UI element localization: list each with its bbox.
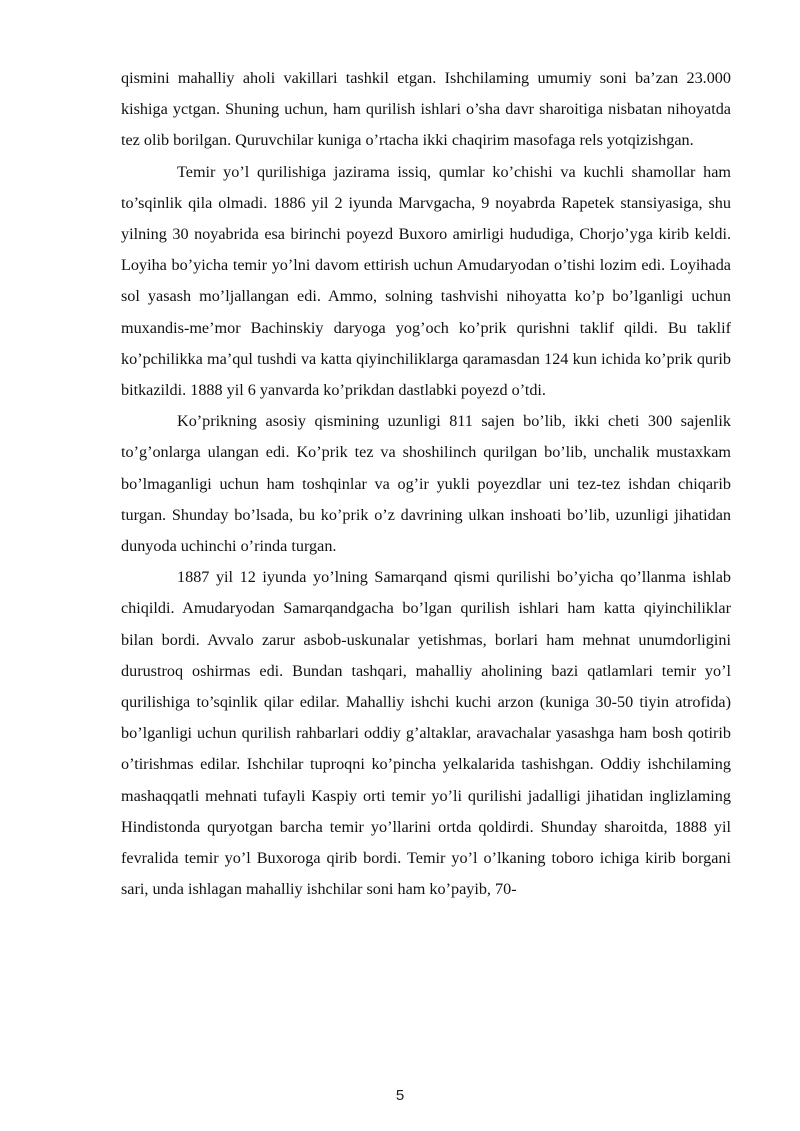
page-number: 5 [395,1087,405,1104]
paragraph-1: qismini mahalliy aholi vakillari tashkil etgan. Ishchilaming umumiy soni ba’zan 23.000 kishiga yctgan. Shuning uchun, ham qurilish ishlari o’sha davr sharoitiga nisbatan nihoyatda tez olib borilgan. Quruvchilar kuniga o’rtacha ikki chaqirim masofaga rels yotqizishgan. [121,69,731,150]
paragraph-4: 1887 yil 12 iyunda yo’lning Samarqand qismi qurilishi bo’yicha qo’llanma ishlab chiqildi. Amudaryodan Samarqandgacha bo’lgan qurilish ishlari ham katta qiyinchiliklar bilan bordi. Avvalo zarur asbob-uskunalar yetishmas, borlari ham mehnat unumdorligini durustroq oshirmas edi. Bundan tashqari, mahalliy aholining bazi qatlamlari temir yo’l qurilishiga to’sqinlik qilar edilar. Mahalliy ishchi kuchi arzon (kuniga 30-50 tiyin atrofida) bo’lganligi uchun qurilish rahbarlari oddiy g’altaklar, aravachalar yasashga ham bosh qotirib o’tirishmas edilar. Ishchilar tuproqni ko’pincha yelkalarida tashishgan. Oddiy ishchilaming mashaqqatli mehnati tufayli Kaspiy orti temir yo’li qurilishi jadalligi jihatidan inglizlaming Hindistonda quryotgan barcha temir yo’llarini ortda qoldirdi. Shunday sharoitda, 1888 yil fevralida temir yo’l Buxoroga qirib bordi. Temir yo’l o’lkaning toboro ichiga kirib borgani sari, unda ishlagan mahalliy ishchilar soni ham ko’payib, 70- [121,568,731,899]
paragraph-3: Ko’prikning asosiy qismining uzunligi 811 sajen bo’lib, ikki cheti 300 sajenlik to’g’onlarga ulangan edi. Ko’prik tez va shoshilinch qurilgan bo’lib, unchalik mustaxkam bo’lmaganligi uchun ham toshqinlar va og’ir yukli poyezdlar uni tez-tez ishdan chiqarib turgan. Shunday bo’lsada, bu ko’prik o’z davrining ulkan inshoati bo’lib, uzunligi jihatidan dunyoda uchinchi o’rinda turgan. [121,412,731,556]
paragraph-2: Temir yo’l qurilishiga jazirama issiq, qumlar ko’chishi va kuchli shamollar ham to’sqinlik qila olmadi. 1886 yil 2 iyunda Marvgacha, 9 noyabrda Rapetek stansiyasiga, shu yilning 30 noyabrida esa birinchi poyezd Buxoro amirligi hududiga, Chorjo’yga kirib keldi. Loyiha bo’yicha temir yo’lni davom ettirish uchun Amudaryodan o’tishi lozim edi. Loyihada sol yasash mo’ljallangan edi. Ammo, solning tashvishi nihoyatta ko’p bo’lganligi uchun muxandis-me’mor Bachinskiy daryoga yog’och ko’prik qurishni taklif qildi. Bu taklif ko’pchilikka ma’qul tushdi va katta qiyinchiliklarga qaramasdan 124 kun ichida ko’prik qurib bitkazildi. 1888 yil 6 yanvarda ko’prikdan dastlabki poyezd o’tdi. [121,162,731,400]
body-text [121,63,731,905]
